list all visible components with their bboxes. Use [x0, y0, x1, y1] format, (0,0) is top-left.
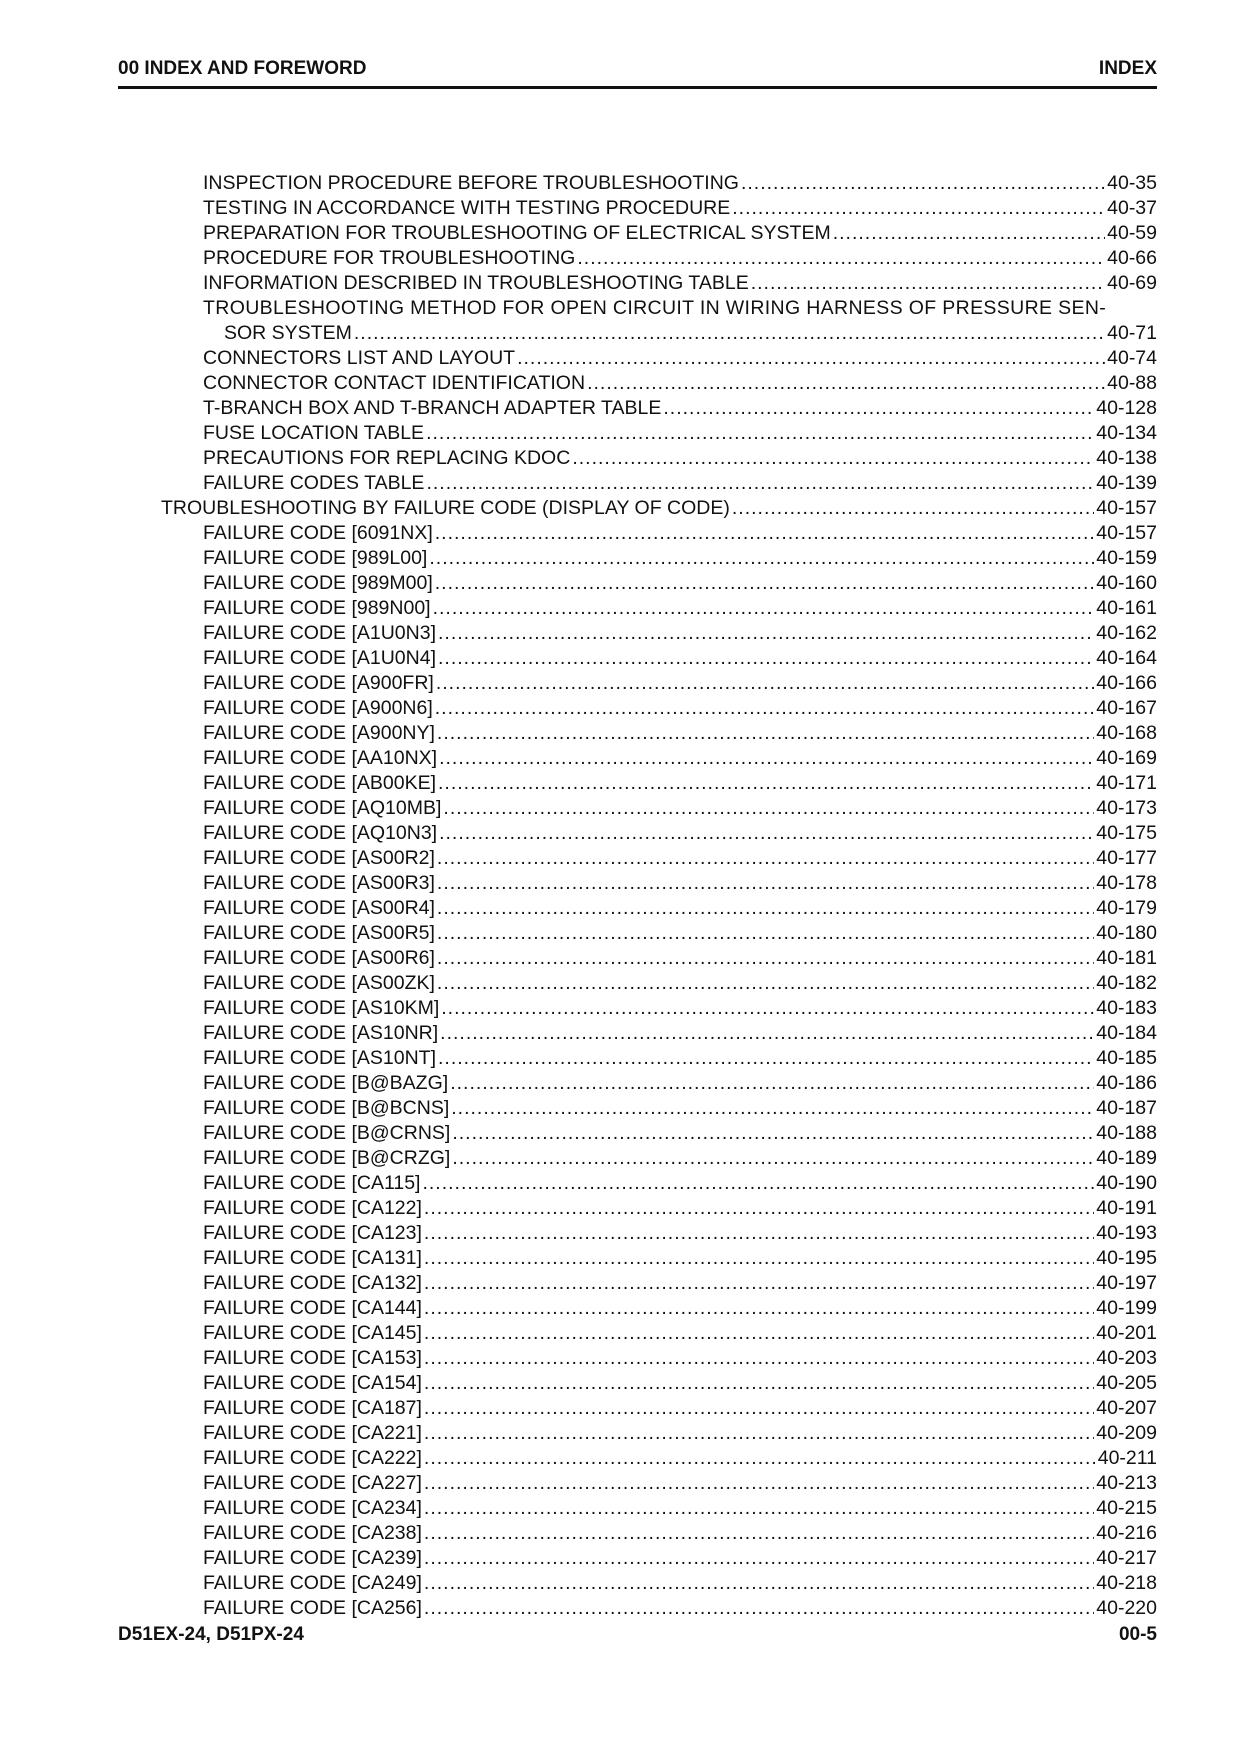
toc-leader-dots: [438, 771, 1094, 796]
toc-leader-dots: [426, 471, 1094, 496]
toc-entry-wrapped-line1[interactable]: [118, 296, 1157, 321]
toc-failure-code-entry[interactable]: [118, 1346, 1157, 1371]
toc-entry-page: 40-193: [1096, 1222, 1157, 1244]
toc-leader-dots: [422, 1171, 1094, 1196]
toc-failure-code-entry[interactable]: [118, 1096, 1157, 1121]
toc-entry-title: FAILURE CODE [AS10KM]: [203, 997, 440, 1019]
toc-entry-page: 40-177: [1096, 847, 1157, 869]
toc-leader-dots: [443, 796, 1094, 821]
toc-entry-title: FAILURE CODE [CA222]: [203, 1447, 422, 1469]
toc-entry-title: FAILURE CODE [A900FR]: [203, 672, 434, 694]
toc-entry-title: FAILURE CODE [CA227]: [203, 1472, 422, 1494]
toc-entry-page: 40-173: [1096, 797, 1157, 819]
toc-entry-page: 40-195: [1096, 1247, 1157, 1269]
toc-entry-page: 40-178: [1096, 872, 1157, 894]
toc-leader-dots: [438, 1046, 1094, 1071]
toc-failure-code-entry[interactable]: [118, 1546, 1157, 1571]
toc-entry-wrapped-line2[interactable]: [118, 321, 1157, 346]
toc-leader-dots: [424, 1221, 1094, 1246]
toc-entry-page: 40-168: [1096, 722, 1157, 744]
toc-leader-dots: [424, 1196, 1094, 1221]
toc-entry-page: 40-169: [1096, 747, 1157, 769]
toc-failure-code-entry[interactable]: [118, 1321, 1157, 1346]
toc-failure-code-entry[interactable]: [118, 1196, 1157, 1221]
toc-leader-dots: [354, 321, 1105, 346]
toc-entry-title: FAILURE CODE [AS10NR]: [203, 1022, 439, 1044]
toc-failure-code-entry[interactable]: [118, 771, 1157, 796]
toc-failure-code-entry[interactable]: [118, 1171, 1157, 1196]
toc-failure-code-entry[interactable]: [118, 546, 1157, 571]
toc-leader-dots: [587, 371, 1105, 396]
toc-section-entry[interactable]: [118, 496, 1157, 521]
toc-failure-code-entry[interactable]: [118, 1446, 1157, 1471]
toc-entry-page: 40-161: [1096, 597, 1157, 619]
toc-entry-title: FAILURE CODE [AS00R4]: [203, 897, 435, 919]
toc-entry-title: FAILURE CODE [AS00R6]: [203, 947, 435, 969]
toc-entry-page: 40-59: [1107, 222, 1157, 244]
toc-entry-page: 40-215: [1096, 1497, 1157, 1519]
toc-entry-title: FAILURE CODE [A900NY]: [203, 722, 435, 744]
toc-failure-code-entry[interactable]: [118, 1371, 1157, 1396]
toc-entry-page: 40-66: [1107, 247, 1157, 269]
toc-entry-title: FAILURE CODE [B@CRZG]: [203, 1147, 451, 1169]
toc-leader-dots: [440, 1021, 1094, 1046]
toc-entry-page: 40-183: [1096, 997, 1157, 1019]
toc-failure-code-entry[interactable]: [118, 1396, 1157, 1421]
toc-leader-dots: [424, 1321, 1094, 1346]
toc-leader-dots: [424, 1496, 1094, 1521]
toc-entry-title: FAILURE CODE [B@BAZG]: [203, 1072, 449, 1094]
page-header: [118, 58, 1157, 89]
toc-entry-title: PRECAUTIONS FOR REPLACING KDOC: [203, 447, 571, 469]
toc-failure-code-entry[interactable]: [118, 1271, 1157, 1296]
toc-entry-title: TROUBLESHOOTING METHOD FOR OPEN CIRCUIT IN WIRING HARNESS OF PRESSURE SEN-: [203, 297, 1107, 319]
toc-entry[interactable]: [118, 446, 1157, 471]
toc-leader-dots: [435, 571, 1095, 596]
toc-failure-code-entry[interactable]: [118, 1521, 1157, 1546]
toc-leader-dots: [436, 671, 1094, 696]
toc-failure-code-entry[interactable]: [118, 1596, 1157, 1621]
toc-leader-dots: [452, 1146, 1094, 1171]
toc-entry-page: 40-199: [1096, 1297, 1157, 1319]
toc-entry-page: 40-71: [1107, 322, 1157, 344]
toc-entry-page: 40-160: [1096, 572, 1157, 594]
toc-failure-code-entry[interactable]: [118, 1471, 1157, 1496]
toc-leader-dots: [424, 1371, 1094, 1396]
toc-leader-dots: [577, 246, 1105, 271]
toc-entry-title: FAILURE CODE [989L00]: [203, 547, 428, 569]
toc-leader-dots: [437, 971, 1094, 996]
toc-entry-page: 40-197: [1096, 1272, 1157, 1294]
toc-failure-code-entry[interactable]: [118, 921, 1157, 946]
toc-failure-code-entry[interactable]: [118, 1121, 1157, 1146]
header-section-title: 00 INDEX AND FOREWORD: [118, 58, 367, 79]
toc-entry-page: 40-190: [1096, 1172, 1157, 1194]
toc-entry-page: 40-179: [1096, 897, 1157, 919]
toc-entry-title: FUSE LOCATION TABLE: [203, 422, 425, 444]
toc-entry-title: FAILURE CODE [AS00R5]: [203, 922, 435, 944]
toc-entry-title: FAILURE CODE [CA256]: [203, 1597, 422, 1619]
toc-leader-dots: [572, 446, 1094, 471]
toc-failure-code-entry[interactable]: [118, 1571, 1157, 1596]
toc-entry-page: 40-182: [1096, 972, 1157, 994]
toc-entry-title: FAILURE CODE [CA238]: [203, 1522, 422, 1544]
toc-entry[interactable]: [118, 246, 1157, 271]
toc-failure-code-entry[interactable]: [118, 1146, 1157, 1171]
toc-leader-dots: [429, 546, 1094, 571]
toc-leader-dots: [424, 1246, 1094, 1271]
toc-leader-dots: [437, 721, 1094, 746]
toc-entry-title: FAILURE CODE [A1U0N3]: [203, 622, 436, 644]
toc-entry[interactable]: [118, 396, 1157, 421]
toc-entry-page: 40-134: [1096, 422, 1157, 444]
toc-leader-dots: [424, 1571, 1094, 1596]
toc-entry-page: 40-201: [1096, 1322, 1157, 1344]
toc-entry-page: 40-188: [1096, 1122, 1157, 1144]
toc-leader-dots: [439, 821, 1094, 846]
toc-failure-code-entry[interactable]: [118, 1246, 1157, 1271]
toc-leader-dots: [438, 646, 1094, 671]
toc-entry-page: 40-186: [1096, 1072, 1157, 1094]
toc-failure-code-entry[interactable]: [118, 696, 1157, 721]
toc-failure-code-entry[interactable]: [118, 671, 1157, 696]
toc-entry-page: 40-184: [1096, 1022, 1157, 1044]
toc-leader-dots: [426, 421, 1094, 446]
toc-entry-title: FAILURE CODE [B@BCNS]: [203, 1097, 450, 1119]
toc-leader-dots: [435, 696, 1095, 721]
toc-entry-title: FAILURE CODE [A1U0N4]: [203, 647, 436, 669]
toc-entry-page: 40-159: [1096, 547, 1157, 569]
toc-leader-dots: [424, 1596, 1094, 1621]
toc-failure-code-entry[interactable]: [118, 1071, 1157, 1096]
toc-entry-title: FAILURE CODE [CA123]: [203, 1222, 422, 1244]
toc-entry-page: 40-187: [1096, 1097, 1157, 1119]
toc-leader-dots: [450, 1071, 1094, 1096]
toc-entry-title: FAILURE CODE [AS10NT]: [203, 1047, 436, 1069]
toc-entry[interactable]: [118, 221, 1157, 246]
toc-leader-dots: [435, 521, 1095, 546]
toc-failure-code-entry[interactable]: [118, 1421, 1157, 1446]
toc-entry-page: 40-205: [1096, 1372, 1157, 1394]
toc-entry[interactable]: [118, 471, 1157, 496]
toc-leader-dots: [424, 1346, 1094, 1371]
toc-group-b: [118, 346, 1157, 496]
toc-failure-code-entry[interactable]: [118, 621, 1157, 646]
header-index-label: INDEX: [1098, 58, 1157, 79]
toc-entry-page: 40-166: [1096, 672, 1157, 694]
toc-entry-title: FAILURE CODE [CA239]: [203, 1547, 422, 1569]
toc-leader-dots: [437, 846, 1094, 871]
toc-failure-code-entry[interactable]: [118, 946, 1157, 971]
toc-entry-page: 40-139: [1096, 472, 1157, 494]
toc-failure-code-entry[interactable]: [118, 1046, 1157, 1071]
toc-entry-page: 40-167: [1096, 697, 1157, 719]
toc-entry-title: FAILURE CODE [CA154]: [203, 1372, 422, 1394]
toc-entry-title: FAILURE CODE [A900N6]: [203, 697, 433, 719]
toc-failure-code-entry[interactable]: [118, 871, 1157, 896]
toc-entry-page: 40-69: [1107, 272, 1157, 294]
toc-leader-dots: [438, 621, 1094, 646]
toc-entry-page: 40-88: [1107, 372, 1157, 394]
toc-leader-dots: [439, 746, 1094, 771]
toc-entry-title: T-BRANCH BOX AND T-BRANCH ADAPTER TABLE: [203, 397, 662, 419]
toc-entry-page: 40-185: [1096, 1047, 1157, 1069]
toc-group-a: [118, 171, 1157, 296]
toc-entry-title: FAILURE CODE [AB00KE]: [203, 772, 437, 794]
toc-leader-dots: [424, 1546, 1094, 1571]
toc-entry-title: FAILURE CODE [AS00R3]: [203, 872, 435, 894]
toc-entry-page: 40-175: [1096, 822, 1157, 844]
toc-failure-code-entry[interactable]: [118, 596, 1157, 621]
toc-failure-code-entry[interactable]: [118, 996, 1157, 1021]
toc-leader-dots: [741, 171, 1105, 196]
toc-failure-code-entry[interactable]: [118, 1221, 1157, 1246]
toc-entry-title: TESTING IN ACCORDANCE WITH TESTING PROCEDURE: [203, 197, 731, 219]
footer-page-number: 00-5: [1118, 1624, 1157, 1645]
toc-entry-title: FAILURE CODE [AA10NX]: [203, 747, 438, 769]
toc-entry-title: FAILURE CODE [CA221]: [203, 1422, 422, 1444]
toc-leader-dots: [732, 196, 1105, 221]
toc-entry[interactable]: [118, 346, 1157, 371]
toc-failure-code-entry[interactable]: [118, 721, 1157, 746]
toc-leader-dots: [424, 1296, 1094, 1321]
toc-entry-page: 40-128: [1096, 397, 1157, 419]
toc-entry-title: FAILURE CODE [989N00]: [203, 597, 431, 619]
toc-entry-page: 40-213: [1096, 1472, 1157, 1494]
toc-failure-code-entry[interactable]: [118, 1496, 1157, 1521]
toc-entry[interactable]: [118, 271, 1157, 296]
toc-failure-code-entry[interactable]: [118, 571, 1157, 596]
toc-failure-code-entry[interactable]: [118, 646, 1157, 671]
toc-entry-page: 40-217: [1096, 1547, 1157, 1569]
toc-leader-dots: [437, 896, 1094, 921]
toc-entry-page: 40-220: [1096, 1597, 1157, 1619]
toc-entry-page: 40-157: [1096, 522, 1157, 544]
toc-leader-dots: [424, 1421, 1094, 1446]
toc-leader-dots: [424, 1396, 1094, 1421]
toc-failure-code-entry[interactable]: [118, 821, 1157, 846]
toc-entry[interactable]: [118, 371, 1157, 396]
toc-entry-title: FAILURE CODE [AQ10MB]: [203, 797, 442, 819]
toc-entry-title: FAILURE CODE [CA234]: [203, 1497, 422, 1519]
toc-entry-title: CONNECTORS LIST AND LAYOUT: [203, 347, 516, 369]
toc-entry-title: FAILURE CODE [CA153]: [203, 1347, 422, 1369]
toc-entry-page: 40-207: [1096, 1397, 1157, 1419]
toc-entry-title: FAILURE CODE [CA132]: [203, 1272, 422, 1294]
toc-entry-title: FAILURE CODE [CA131]: [203, 1247, 422, 1269]
toc-entry[interactable]: [118, 171, 1157, 196]
toc-entry-title: FAILURE CODE [CA145]: [203, 1322, 422, 1344]
toc-failure-code-entry[interactable]: [118, 521, 1157, 546]
toc-failure-code-entry[interactable]: [118, 971, 1157, 996]
toc-entry-title: PREPARATION FOR TROUBLESHOOTING OF ELECTRICAL SYSTEM: [203, 222, 831, 244]
toc-entry[interactable]: [118, 196, 1157, 221]
toc-leader-dots: [437, 871, 1094, 896]
toc-entry-title: FAILURE CODE [6091NX]: [203, 522, 433, 544]
toc-leader-dots: [663, 396, 1094, 421]
toc-leader-dots: [424, 1471, 1094, 1496]
toc-failure-code-entry[interactable]: [118, 1296, 1157, 1321]
table-of-contents: [118, 171, 1157, 1621]
toc-entry-title: FAILURE CODE [989M00]: [203, 572, 433, 594]
toc-entry-title: FAILURE CODE [CA187]: [203, 1397, 422, 1419]
toc-leader-dots: [437, 946, 1094, 971]
toc-failure-code-entry[interactable]: [118, 1021, 1157, 1046]
toc-entry-page: 40-138: [1096, 447, 1157, 469]
toc-failure-code-entry[interactable]: [118, 796, 1157, 821]
toc-entry-title: INFORMATION DESCRIBED IN TROUBLESHOOTING TABLE: [203, 272, 749, 294]
footer-model-names: D51EX-24, D51PX-24: [118, 1624, 304, 1645]
toc-leader-dots: [732, 496, 1094, 521]
toc-failure-code-list: [118, 521, 1157, 1621]
toc-entry-page: 40-211: [1097, 1447, 1157, 1469]
toc-entry-page: 40-209: [1096, 1422, 1157, 1444]
toc-leader-dots: [451, 1096, 1094, 1121]
toc-entry-title: CONNECTOR CONTACT IDENTIFICATION: [203, 372, 586, 394]
toc-entry-title: SOR SYSTEM: [224, 322, 352, 344]
toc-entry-page: 40-203: [1096, 1347, 1157, 1369]
toc-entry-page: 40-218: [1096, 1572, 1157, 1594]
toc-leader-dots: [433, 596, 1095, 621]
toc-entry-title: FAILURE CODE [CA144]: [203, 1297, 422, 1319]
toc-entry-page: 40-37: [1107, 197, 1157, 219]
toc-entry-title: FAILURE CODE [AS00ZK]: [203, 972, 435, 994]
toc-failure-code-entry[interactable]: [118, 896, 1157, 921]
toc-leader-dots: [424, 1446, 1096, 1471]
toc-entry-title: PROCEDURE FOR TROUBLESHOOTING: [203, 247, 576, 269]
toc-failure-code-entry[interactable]: [118, 846, 1157, 871]
toc-entry-title: FAILURE CODE [AS00R2]: [203, 847, 435, 869]
toc-entry-page: 40-74: [1107, 347, 1157, 369]
toc-leader-dots: [424, 1521, 1094, 1546]
toc-leader-dots: [441, 996, 1094, 1021]
toc-entry-page: 40-171: [1096, 772, 1157, 794]
toc-entry-page: 40-216: [1096, 1522, 1157, 1544]
toc-entry-page: 40-191: [1096, 1197, 1157, 1219]
toc-entry-page: 40-180: [1096, 922, 1157, 944]
toc-section-page: 40-157: [1096, 497, 1157, 519]
toc-entry-page: 40-189: [1096, 1147, 1157, 1169]
toc-entry-page: 40-35: [1107, 172, 1157, 194]
toc-entry-page: 40-164: [1096, 647, 1157, 669]
toc-entry-page: 40-162: [1096, 622, 1157, 644]
toc-entry-page: 40-181: [1096, 947, 1157, 969]
toc-entry-title: FAILURE CODE [CA122]: [203, 1197, 422, 1219]
toc-entry-title: INSPECTION PROCEDURE BEFORE TROUBLESHOOTING: [203, 172, 739, 194]
toc-leader-dots: [424, 1271, 1094, 1296]
toc-leader-dots: [437, 921, 1094, 946]
toc-entry-title: FAILURE CODE [CA115]: [203, 1172, 421, 1194]
toc-entry-title: FAILURE CODE [CA249]: [203, 1572, 422, 1594]
toc-leader-dots: [517, 346, 1105, 371]
toc-entry[interactable]: [118, 421, 1157, 446]
toc-section-title: TROUBLESHOOTING BY FAILURE CODE (DISPLAY OF CODE): [161, 497, 730, 519]
toc-entry-title: FAILURE CODES TABLE: [203, 472, 425, 494]
toc-leader-dots: [833, 221, 1105, 246]
toc-failure-code-entry[interactable]: [118, 746, 1157, 771]
toc-leader-dots: [751, 271, 1105, 296]
toc-leader-dots: [452, 1121, 1094, 1146]
toc-entry-title: FAILURE CODE [AQ10N3]: [203, 822, 438, 844]
toc-entry-title: FAILURE CODE [B@CRNS]: [203, 1122, 451, 1144]
